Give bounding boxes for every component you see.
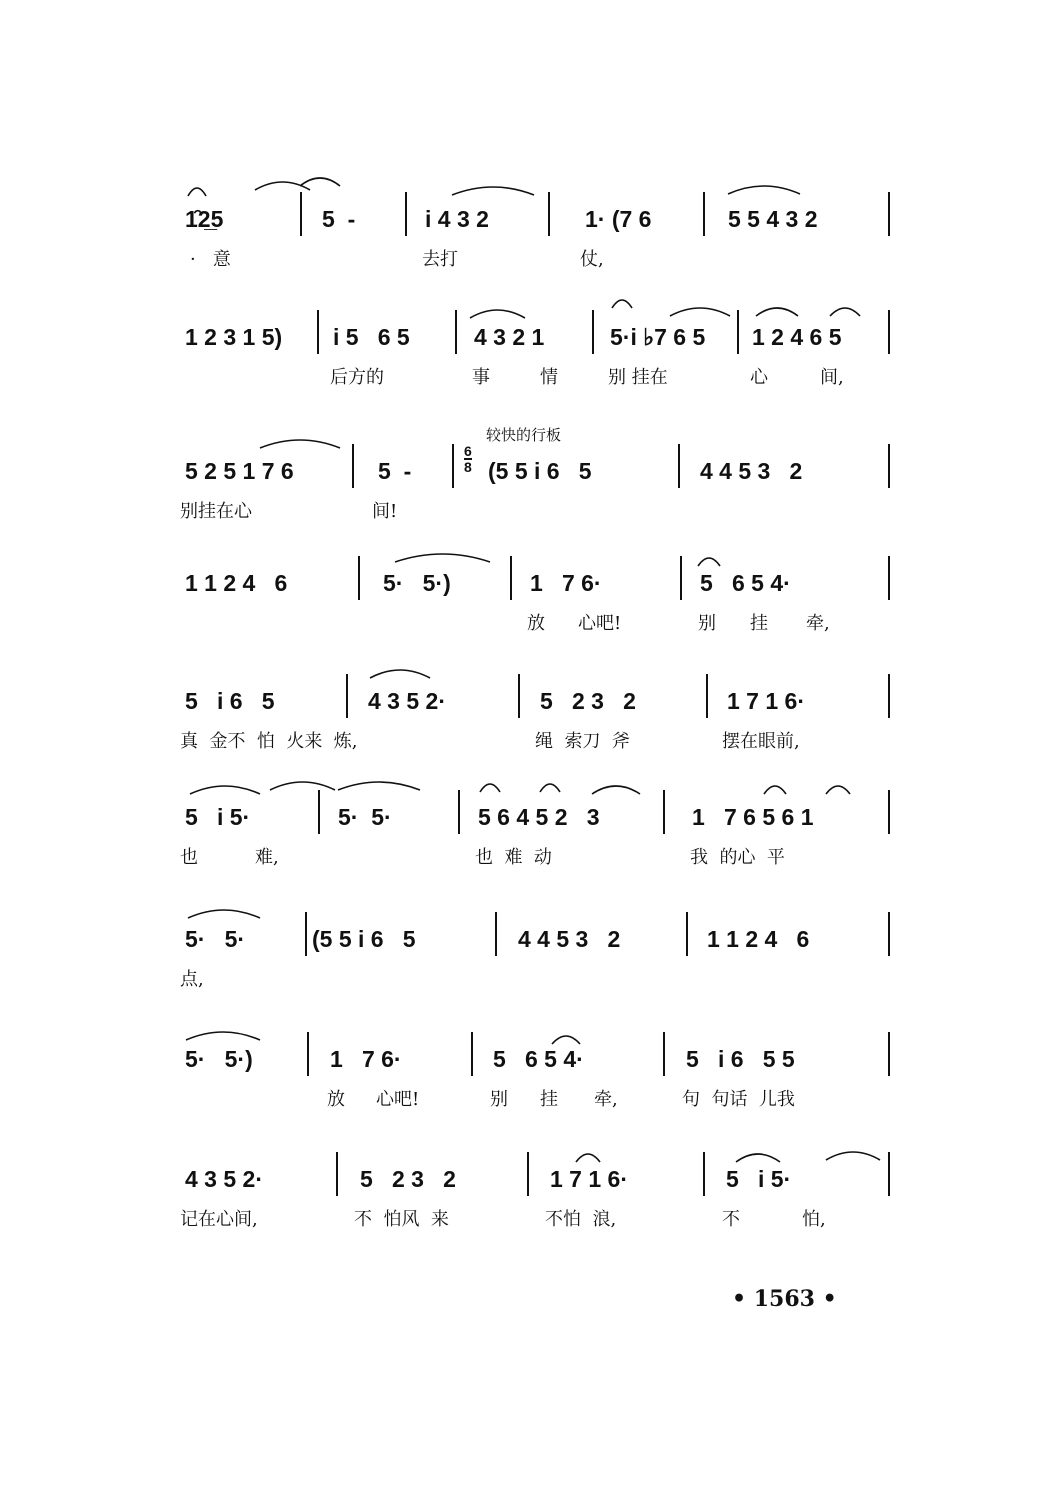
measure-notes: 5· 5· bbox=[185, 926, 246, 952]
lyrics-line bbox=[0, 612, 1050, 652]
barline bbox=[592, 310, 594, 354]
notation-line bbox=[0, 442, 1050, 482]
measure-notes: i 4 3 2 bbox=[425, 206, 489, 232]
lyrics-line bbox=[0, 248, 1050, 288]
lyrics-line bbox=[0, 1088, 1050, 1128]
measure-notes: 5 6 5 4· bbox=[700, 570, 791, 596]
barline bbox=[305, 912, 307, 956]
barline bbox=[336, 1152, 338, 1196]
measure-notes: 5 - bbox=[378, 458, 412, 484]
slur-arc bbox=[255, 182, 310, 190]
barline bbox=[458, 790, 460, 834]
notation-line bbox=[0, 672, 1050, 712]
barline bbox=[346, 674, 348, 718]
measure-notes: 5 i 6 5 bbox=[185, 688, 275, 714]
barline bbox=[663, 1032, 665, 1076]
barline bbox=[455, 310, 457, 354]
lyric: 心 bbox=[750, 367, 768, 388]
measure-notes: 5 6 4 5 2 3 bbox=[478, 804, 600, 830]
lyric: 难, bbox=[255, 847, 279, 868]
lyric: 怕, bbox=[802, 1209, 826, 1230]
measure-notes: 5 i 5· bbox=[185, 804, 251, 830]
lyric: 牵, bbox=[806, 613, 830, 634]
notation-line bbox=[0, 1150, 1050, 1190]
notation-line bbox=[0, 1030, 1050, 1070]
measure-notes: 5 2 3 2 bbox=[540, 688, 636, 714]
barline bbox=[405, 192, 407, 236]
barline bbox=[737, 310, 739, 354]
notation-line bbox=[0, 788, 1050, 828]
barline bbox=[300, 192, 302, 236]
barline bbox=[527, 1152, 529, 1196]
lyric: 我 的心 平 bbox=[690, 847, 785, 868]
lyric: 心吧! bbox=[578, 613, 622, 634]
barline bbox=[686, 912, 688, 956]
measure-notes: 5 6 5 4· bbox=[493, 1046, 584, 1072]
barline bbox=[317, 310, 319, 354]
lyrics-line bbox=[0, 366, 1050, 406]
lyric: 放 bbox=[527, 613, 545, 634]
lyric: 也 难 动 bbox=[475, 847, 552, 868]
lyrics-line bbox=[0, 730, 1050, 770]
lyric: 绳 索刀 斧 bbox=[535, 731, 630, 752]
lyric: 别 挂在 bbox=[608, 367, 668, 388]
lyric: 间, bbox=[820, 367, 844, 388]
barline bbox=[706, 674, 708, 718]
lyric: · 意 bbox=[190, 249, 231, 270]
lyric: 不怕 浪, bbox=[545, 1209, 617, 1230]
measure-notes: 4 3 5 2· bbox=[185, 1166, 263, 1192]
notation-line bbox=[0, 554, 1050, 594]
barline bbox=[888, 912, 890, 956]
barline bbox=[471, 1032, 473, 1076]
measure-notes: 1̑2̲5 bbox=[185, 206, 224, 232]
barline bbox=[318, 790, 320, 834]
measure-notes: 5 i 6 5 5 bbox=[686, 1046, 795, 1072]
barline bbox=[888, 556, 890, 600]
measure-notes: 1 7 1 6· bbox=[550, 1166, 628, 1192]
lyric: 情 bbox=[540, 367, 558, 388]
measure-notes: 4 3 5 2· bbox=[368, 688, 446, 714]
measure-notes: 1· (7 6 bbox=[585, 206, 652, 232]
measure-notes: 1 2 4 6 5 bbox=[752, 324, 842, 350]
lyric: 间! bbox=[372, 501, 398, 522]
lyric: 点, bbox=[180, 969, 204, 990]
lyrics-line bbox=[0, 500, 1050, 540]
measure-notes: 5 5 4 3 2 bbox=[728, 206, 818, 232]
barline bbox=[358, 556, 360, 600]
measure-notes: 5 2 3 2 bbox=[360, 1166, 456, 1192]
measure-notes: 5· 5·) bbox=[185, 1046, 253, 1072]
barline bbox=[680, 556, 682, 600]
lyric: 别 bbox=[698, 613, 716, 634]
measure-notes: 5 - bbox=[322, 206, 356, 232]
lyric: 事 bbox=[472, 367, 490, 388]
notation-line bbox=[0, 308, 1050, 348]
barline bbox=[888, 1152, 890, 1196]
lyric: 挂 bbox=[750, 613, 768, 634]
lyric: 心吧! bbox=[376, 1089, 420, 1110]
measure-notes: 1 1 2 4 6 bbox=[185, 570, 288, 596]
lyric: 不 bbox=[722, 1209, 740, 1230]
measure-notes: 1 2 3 1 5) bbox=[185, 324, 283, 350]
slur-arc bbox=[612, 300, 632, 308]
barline bbox=[452, 444, 454, 488]
lyric: 别挂在心 bbox=[180, 501, 252, 522]
measure-notes: 5·i ♭7 6 5 bbox=[610, 324, 706, 350]
measure-notes: i 5 6 5 bbox=[333, 324, 410, 350]
lyric: 也 bbox=[180, 847, 198, 868]
lyric: 不 怕风 来 bbox=[354, 1209, 449, 1230]
measure-notes: 5· 5·) bbox=[383, 570, 451, 596]
lyrics-line bbox=[0, 1208, 1050, 1248]
lyric: 别 bbox=[490, 1089, 508, 1110]
measure-notes: 5 i 5· bbox=[726, 1166, 792, 1192]
barline bbox=[495, 912, 497, 956]
barline bbox=[678, 444, 680, 488]
barline bbox=[703, 1152, 705, 1196]
measure-notes: (5 5 i 6 5 bbox=[488, 458, 592, 484]
barline bbox=[888, 444, 890, 488]
measure-notes: (5 5 i 6 5 bbox=[312, 926, 416, 952]
barline bbox=[548, 192, 550, 236]
measure-notes: 4 3 2 1 bbox=[474, 324, 545, 350]
page-number: • 1563 • bbox=[732, 1286, 837, 1312]
measure-notes: 1 7 6· bbox=[530, 570, 602, 596]
barline bbox=[510, 556, 512, 600]
lyric: 挂 bbox=[540, 1089, 558, 1110]
lyrics-line bbox=[0, 846, 1050, 886]
lyrics-line bbox=[0, 968, 1050, 1008]
barline bbox=[703, 192, 705, 236]
lyric: 真 金不 怕 火来 炼, bbox=[180, 731, 358, 752]
barline bbox=[307, 1032, 309, 1076]
measure-notes: 1 7 1 6· bbox=[727, 688, 805, 714]
notation-line bbox=[0, 910, 1050, 950]
notation-line bbox=[0, 190, 1050, 230]
lyric: 后方的 bbox=[330, 367, 384, 388]
measure-notes: 5 2 5 1 7 6 bbox=[185, 458, 294, 484]
time-signature: 6 8 bbox=[464, 443, 472, 475]
barline bbox=[888, 310, 890, 354]
measure-notes: 1 7 6 5 6 1 bbox=[692, 804, 814, 830]
lyric: 牵, bbox=[594, 1089, 618, 1110]
measure-notes: 1 7 6· bbox=[330, 1046, 402, 1072]
lyric: 仗, bbox=[580, 249, 604, 270]
barline bbox=[663, 790, 665, 834]
measure-notes: 4 4 5 3 2 bbox=[518, 926, 621, 952]
barline bbox=[888, 192, 890, 236]
lyric: 摆在眼前, bbox=[722, 731, 800, 752]
barline bbox=[888, 790, 890, 834]
barline bbox=[888, 674, 890, 718]
tempo-marking: 较快的行板 bbox=[486, 426, 562, 444]
measure-notes: 4 4 5 3 2 bbox=[700, 458, 803, 484]
measure-notes: 1 1 2 4 6 bbox=[707, 926, 810, 952]
barline bbox=[352, 444, 354, 488]
measure-notes: 5· 5· bbox=[338, 804, 392, 830]
barline bbox=[518, 674, 520, 718]
lyric: 句 句话 儿我 bbox=[682, 1089, 795, 1110]
barline bbox=[888, 1032, 890, 1076]
lyric: 去打 bbox=[422, 249, 458, 270]
lyric: 记在心间, bbox=[180, 1209, 258, 1230]
slur-arc bbox=[300, 178, 340, 186]
lyric: 放 bbox=[327, 1089, 345, 1110]
